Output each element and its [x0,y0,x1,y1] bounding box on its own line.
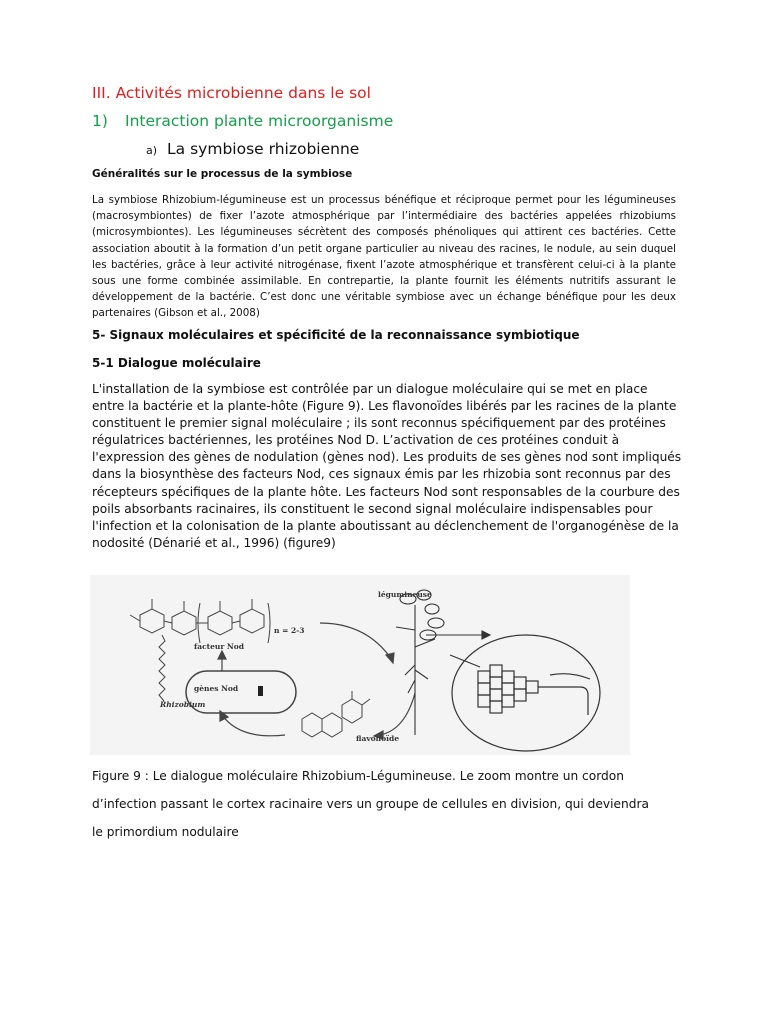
genes-nod-label: gènes Nod [194,684,239,693]
subsubsection-heading [146,140,359,158]
figure-9-diagram [90,575,630,755]
rhizobium-label: Rhizobium [160,700,206,709]
n-label: n = 2-3 [274,626,305,635]
subsubsection-letter: a) [146,144,158,157]
legumineuse-label: légumineuse [378,590,432,599]
subsection-number: 1) [92,112,108,130]
subsection-heading [92,112,393,130]
subsection-title: Interaction plante microorganisme [125,112,394,130]
facteur-nod-label: facteur Nod [194,642,245,651]
figure-caption: Figure 9 : Le dialogue moléculaire Rhizobium-Légumineuse. Le zoom montre un cordon d’infection passant le cortex racinaire vers un groupe de cellules en division, qui deviendra le primordium nodulaire [92,769,649,839]
flavonoide-label: flavonoïde [356,734,399,743]
generalites-paragraph: La symbiose Rhizobium-légumineuse est un processus bénéfique et réciproque permet pour les légumineuses (macrosymbiontes) de fixer l’azote atmosphérique par l’intermédiaire des bactéries appelées rhizobiums (microsymbiontes). Les légumineuses sécrètent des composés phénoliques qui attirent ces bactéries. Cette association aboutit à la formation d’un petit organe particulier au niveau des racines, le nodule, au sein duquel les bactéries, grâce à leur activité nitrogénase, fixent l’azote atmosphérique et transfèrent celui-ci à la plante sous une forme combinée assimilable. En contrepartie, la plante fournit les éléments nutritifs assurant le développement de la bactérie. C’est donc une véritable symbiose avec un échange bénéfique pour les deux partenaires (Gibson et al., 2008) [92,194,676,320]
section5-heading: 5- Signaux moléculaires et spécificité de la reconnaissance symbiotique [92,328,580,342]
section5-paragraph: L'installation de la symbiose est contrôlée par un dialogue moléculaire qui se met en place entre la bactérie et la plante-hôte (Figure 9). Les flavonoïdes libérés par les racines de la plante constituent le premier signal moléculaire ; ils sont reconnus spécifiquement par des protéines régulatrices bactériennes, les protéines Nod D. L’activation de ces protéines conduit à l'expression des gènes de nodulation (gènes nod). Les produits de ses gènes nod sont impliqués dans la biosynthèse des facteurs Nod, ces signaux émis par les rhizobia sont reconnus par des récepteurs spécifiques de la plante hôte. Les facteurs Nod sont responsables de la courbure des poils absorbants racinaires, ils constituent le second signal moléculaire indispensables pour l'infection et la colonisation de la plante aboutissant au déclenchement de l'organogénèse de la nodosité (Dénarié et al., 1996) (figure9) [92,382,682,550]
figure-9-svg [90,575,630,755]
generalites-heading: Généralités sur le processus de la symbiose [92,168,353,180]
subsubsection-title: La symbiose rhizobienne [167,140,360,158]
section-title: III. Activités microbienne dans le sol [92,84,371,102]
section5-1-heading: 5-1 Dialogue moléculaire [92,356,261,370]
